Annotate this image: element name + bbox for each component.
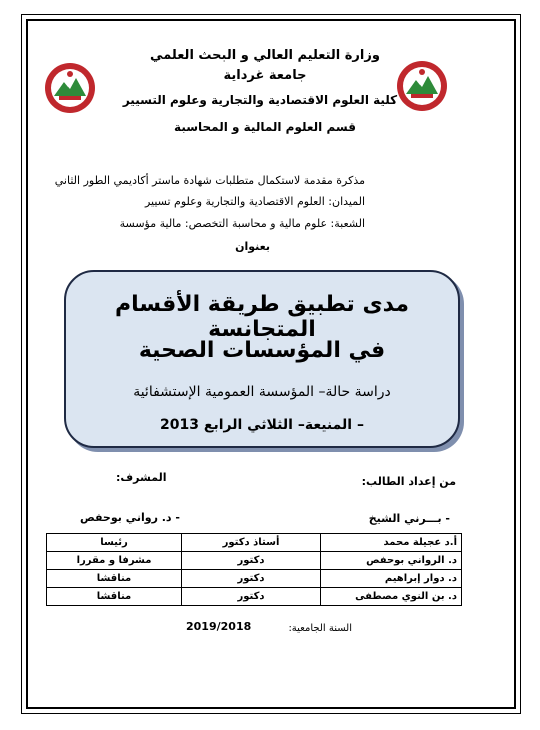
ministry-name: وزارة التعليم العالي و البحث العلمي: [150, 48, 380, 63]
supervisor-name: - د. رواني بوحفص: [80, 511, 180, 524]
university-emblem-icon: [44, 62, 96, 114]
jury-name: أ.د عجيلة محمد: [321, 534, 462, 552]
jury-role: مناقشا: [47, 588, 182, 606]
table-row: [47, 534, 462, 552]
academic-year-value: 2019/2018: [186, 620, 252, 633]
jury-role: رئيسا: [47, 534, 182, 552]
place-period-line: – المنيعة– الثلاثي الرابع 2013: [160, 417, 364, 433]
entitled-label: بعنوان: [235, 240, 270, 253]
thesis-title-line-1: مدى تطبيق طريقة الأقسام المتجانسة: [115, 292, 409, 342]
student-name: - بـــرني الشيخ: [368, 512, 450, 525]
thesis-note: مذكرة مقدمة لاستكمال متطلبات شهادة ماستر أكاديمي الطور الثاني: [54, 174, 365, 187]
supervisor-label: المشرف:: [116, 471, 167, 484]
jury-role: مناقشا: [47, 570, 182, 588]
jury-rank: دكتور: [182, 588, 321, 606]
branch-line: الشعبة: علوم مالية و محاسبة التخصص: مالية مؤسسة: [119, 217, 365, 230]
jury-name: د. بن النوي مصطفى: [321, 588, 462, 606]
jury-rank: دكتور: [182, 552, 321, 570]
jury-role: مشرفا و مقررا: [47, 552, 182, 570]
university-name: جامعة غرداية: [223, 68, 307, 83]
field-line: الميدان: العلوم الاقتصادية والتجارية وعلوم تسيير: [144, 195, 365, 208]
jury-rank: أستاذ دكتور: [182, 534, 321, 552]
table-row: [47, 588, 462, 606]
student-label: من إعداد الطالب:: [361, 475, 456, 488]
jury-table: [46, 533, 462, 606]
faculty-name: كلية العلوم الاقتصادية والتجارية وعلوم التسيير: [122, 93, 398, 107]
table-row: [47, 570, 462, 588]
thesis-title-line-2: في المؤسسات الصحية: [138, 338, 386, 363]
jury-name: د. دوار إبراهيم: [321, 570, 462, 588]
department-name: قسم العلوم المالية و المحاسبة: [174, 120, 356, 134]
academic-year-label: السنة الجامعية:: [288, 623, 352, 634]
table-row: [47, 552, 462, 570]
case-study-line: دراسة حالة– المؤسسة العمومية الإستشفائية: [133, 384, 391, 400]
university-emblem-icon: [396, 60, 448, 112]
jury-rank: دكتور: [182, 570, 321, 588]
jury-name: د. الرواني بوحفص: [321, 552, 462, 570]
title-box: [64, 270, 460, 448]
